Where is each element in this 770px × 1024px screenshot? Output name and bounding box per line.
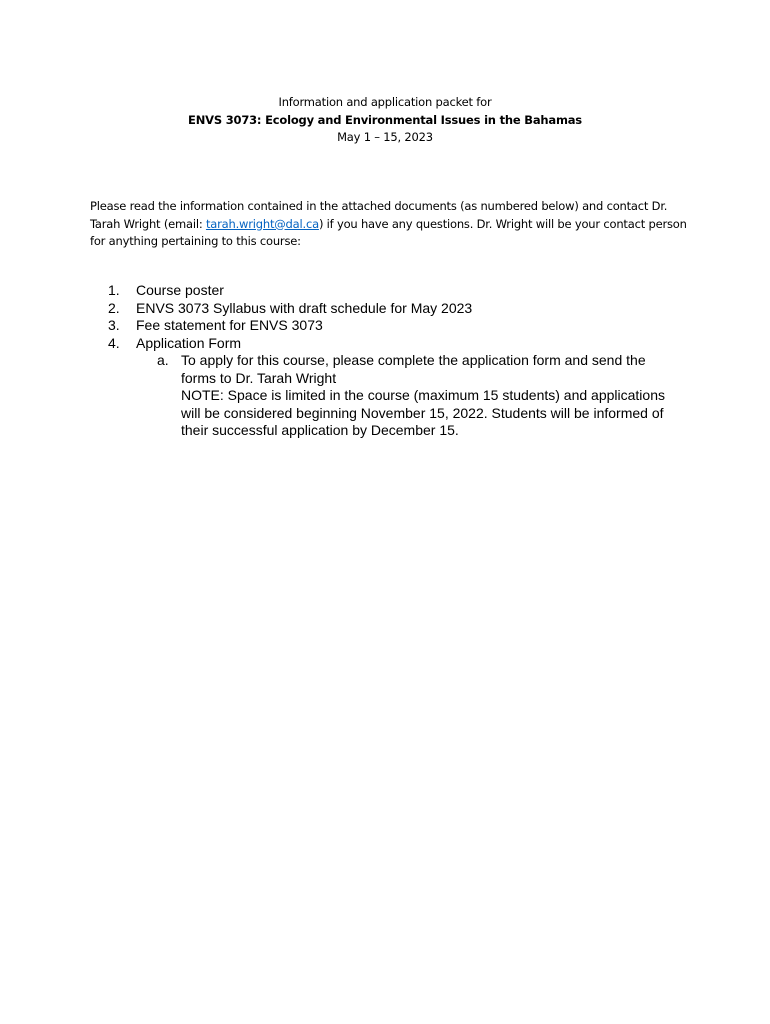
list-item [108, 335, 678, 353]
documents-list [108, 282, 678, 440]
header-subtitle: Information and application packet for [278, 95, 492, 109]
list-item [108, 317, 678, 335]
list-item-label: Application Form [136, 334, 242, 351]
sub-item-note: NOTE: Space is limited in the course (maximum 15 students) and applications will be considered beginning November 15, 2022. Students will be informed of their successful application by December 15. [181, 387, 665, 438]
email-link[interactable]: tarah.wright@dal.ca [205, 216, 319, 231]
list-item-number: 4. [108, 334, 120, 351]
list-item-number: 3. [108, 317, 120, 333]
list-item [108, 300, 678, 318]
course-title: ENVS 3073: Ecology and Environmental Issues in the Bahamas [188, 112, 582, 127]
list-item [108, 282, 678, 300]
list-item-number: 1. [108, 282, 120, 298]
list-item-label: ENVS 3073 Syllabus with draft schedule for May 2023 [136, 299, 473, 316]
intro-paragraph [90, 198, 690, 251]
list-item-label: Fee statement for ENVS 3073 [136, 317, 323, 333]
intro-text-before: Please read the information contained in the attached documents (as numbered below) and contact Dr. Tarah Wright (email: [90, 199, 668, 231]
list-item-label: Course poster [136, 282, 224, 298]
sub-item-letter: a. [157, 352, 169, 368]
intro-text-after: ) if you have any questions. Dr. Wright will be your contact person for anything pertaining to this course: [90, 216, 687, 248]
sub-item-content [181, 352, 678, 440]
document-header [0, 94, 770, 147]
sub-list-item [157, 352, 678, 440]
sub-item-instructions: To apply for this course, please complete the application form and send the forms to Dr. Tarah Wright [181, 352, 646, 386]
list-item-number: 2. [108, 299, 120, 316]
course-dates: May 1 – 15, 2023 [337, 130, 433, 144]
